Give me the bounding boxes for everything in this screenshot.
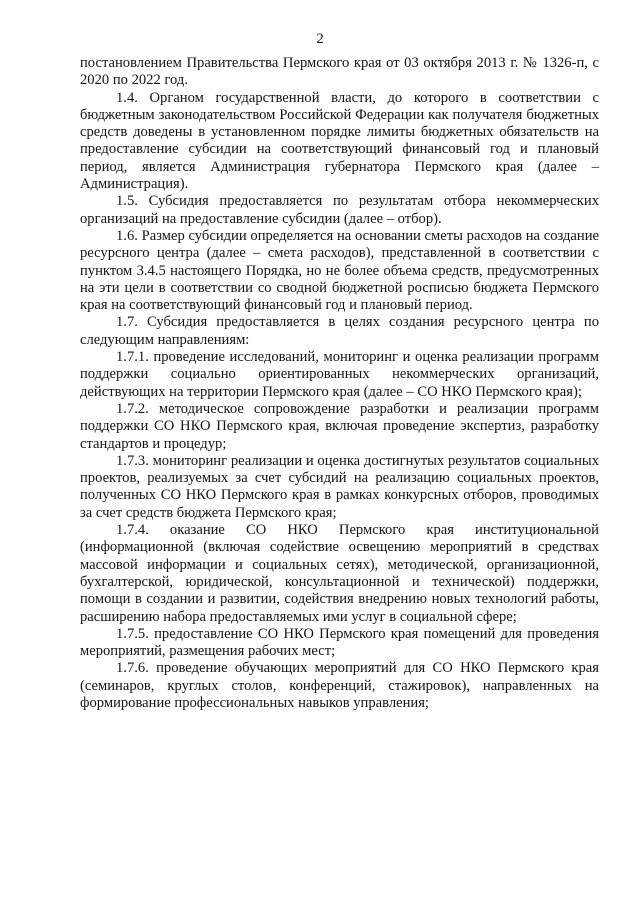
paragraph-1-7-1: 1.7.1. проведение исследований, мониторинг и оценка реализации программ поддержки социально ориентированных некоммерческих организаций, действующих на территории Пермского края (далее – СО НКО Пермского края);	[80, 349, 599, 400]
document-body	[80, 55, 599, 712]
paragraph-1-7-2: 1.7.2. методическое сопровождение разработки и реализации программ поддержки СО НКО Пермского края, включая проведение экспертиз, разработку стандартов и процедур;	[80, 400, 599, 452]
paragraph-1-6: 1.6. Размер субсидии определяется на основании сметы расходов на создание ресурсного центра (далее – смета расходов), представленной в соответствии с пунктом 3.4.5 настоящего Порядка, но не более объема средств, предусмотренных на эти цели в соответствии со сводной бюджетной росписью бюджета Пермского края на соответствующий финансовый год и плановый период.	[80, 227, 599, 314]
paragraph-1-7-5: 1.7.5. предоставление СО НКО Пермского края помещений для проведения мероприятий, размещения рабочих мест;	[80, 625, 599, 660]
paragraph-1-4: 1.4. Органом государственной власти, до которого в соответствии с бюджетным законодательством Российской Федерации как получателя бюджетных средств доведены в установленном порядке лимиты бюджетных обязательств на предоставление субсидии на соответствующий финансовый год и плановый период, является Администрация губернатора Пермского края (далее – Администрация).	[80, 89, 599, 193]
paragraph-1-7-6: 1.7.6. проведение обучающих мероприятий для СО НКО Пермского края (семинаров, круглых столов, конференций, стажировок), направленных на формирование профессиональных навыков управления;	[80, 660, 599, 711]
paragraph-1-7-4: 1.7.4. оказание СО НКО Пермского края институциональной (информационной (включая содействие освещению мероприятий в средствах массовой информации и социальных сетях), методической, организационной, бухгалтерской, юридической, консультационной и технической) поддержки, помощи в создании и развитии, содействия внедрению новых технологий работы, расширению набора предоставляемых ими услуг в социальной сфере;	[80, 522, 599, 625]
page-number: 2	[316, 31, 324, 47]
paragraph-1-7-3: 1.7.3. мониторинг реализации и оценка достигнутых результатов социальных проектов, реализуемых за счет субсидий на реализацию социальных проектов, полученных СО НКО Пермского края в рамках конкурсных отборов, проводимых за счет средств бюджета Пермского края;	[80, 452, 599, 521]
paragraph-1-7: 1.7. Субсидия предоставляется в целях создания ресурсного центра по следующим направлениям:	[80, 314, 599, 348]
paragraph-continuation: постановлением Правительства Пермского края от 03 октября 2013 г. № 1326-п, с 2020 по 2022 год.	[80, 55, 599, 89]
paragraph-1-5: 1.5. Субсидия предоставляется по результатам отбора некоммерческих организаций на предоставление субсидии (далее – отбор).	[80, 193, 599, 227]
